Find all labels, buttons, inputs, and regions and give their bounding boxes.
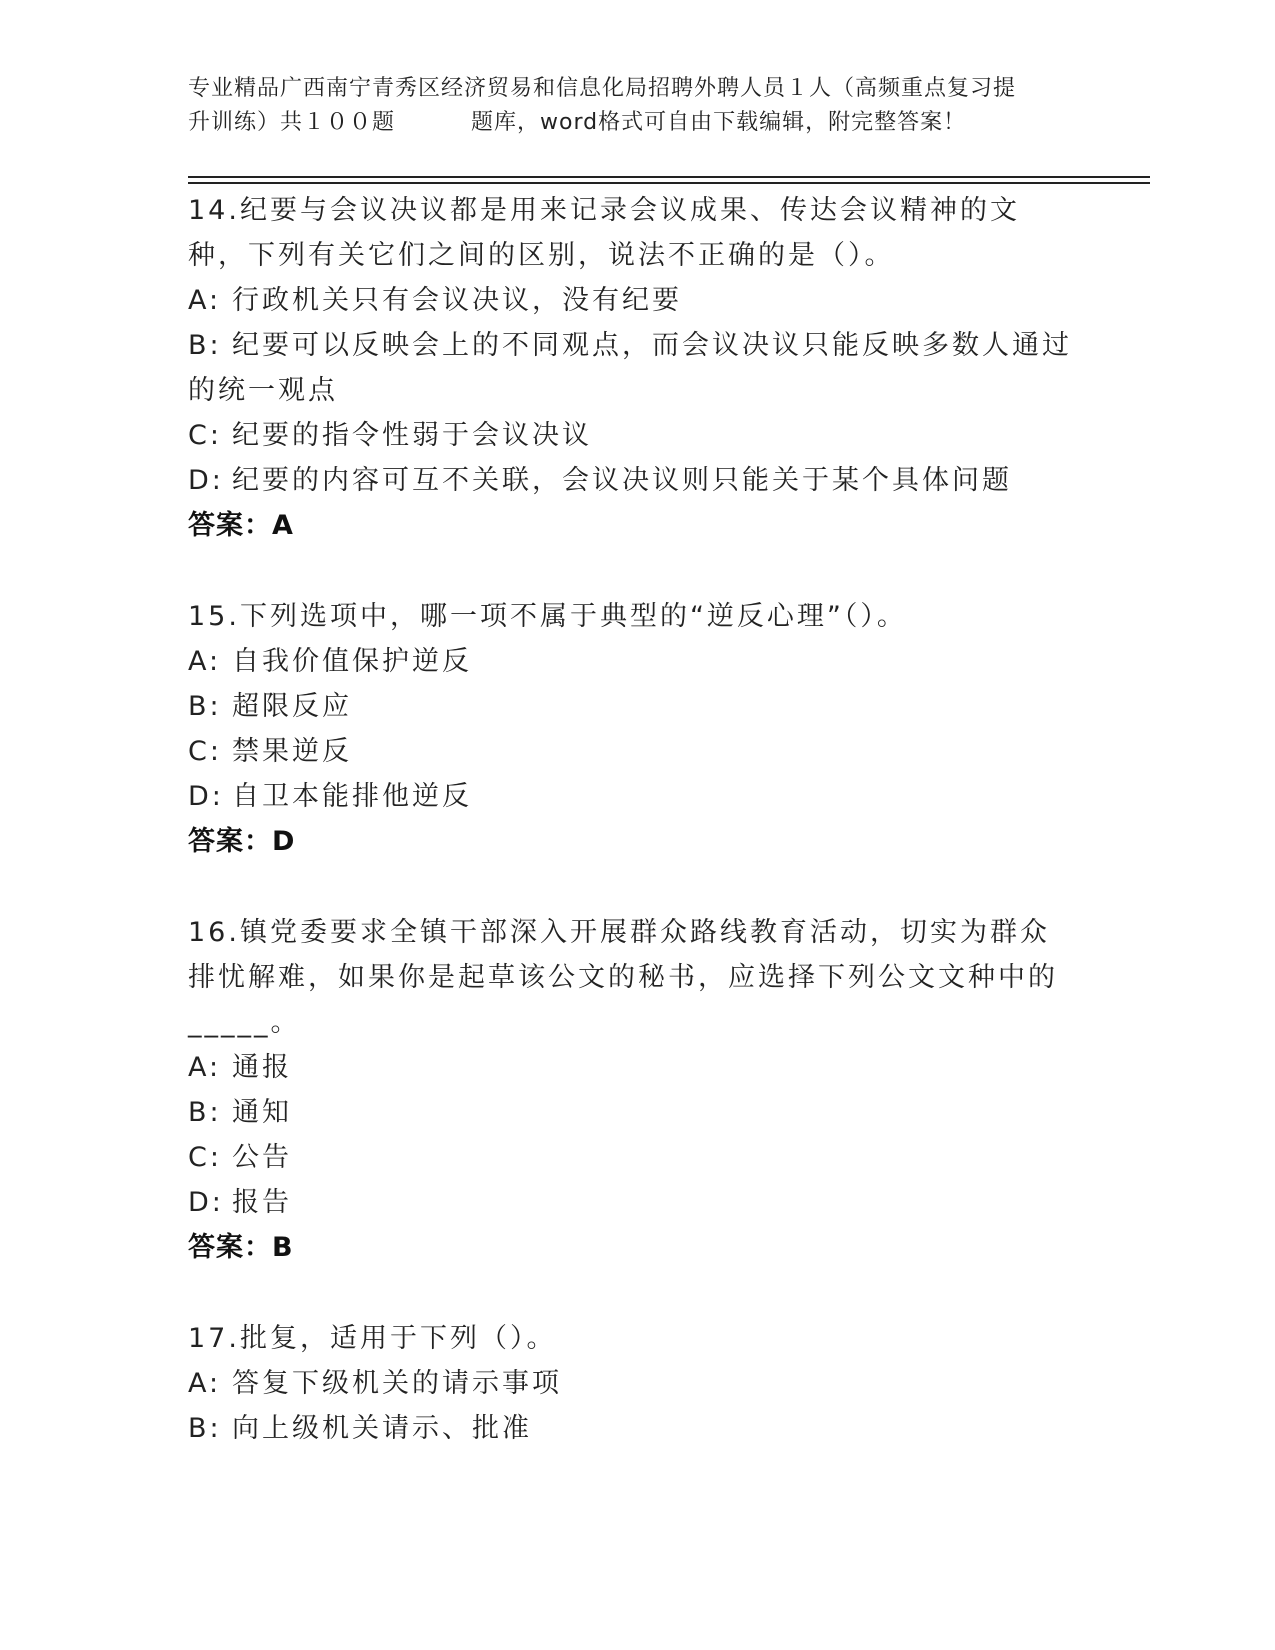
option-text: 禁果逆反 [232,736,352,767]
option-text: 通报 [232,1052,292,1083]
option-a [188,1045,1078,1090]
option-a [188,278,1078,323]
answer-line: 答案：D [188,826,296,857]
question-list [188,188,1078,1451]
option-b [188,684,1078,729]
option-d [188,774,1078,819]
question-stem: 15.下列选项中，哪一项不属于典型的“逆反心理”（）。 [188,601,907,632]
option-text: 答复下级机关的请示事项 [232,1368,562,1399]
header-title-line-1: 专业精品广西南宁青秀区经济贸易和信息化局招聘外聘人员１人（高频重点复习提 [188,76,1017,101]
question-16 [188,910,1078,1270]
option-label: D: [188,465,224,496]
option-label: D: [188,781,224,812]
header-title-line-2-left: 升训练）共１００题 [188,110,396,135]
option-text: 行政机关只有会议决议，没有纪要 [232,285,682,316]
option-text: 公告 [232,1142,292,1173]
header-divider-top [188,176,1150,178]
document-header [188,72,1088,140]
question-15 [188,594,1078,864]
option-text: 自卫本能排他逆反 [232,781,472,812]
header-title-line-2-right: 题库，word格式可自由下载编辑，附完整答案！ [471,110,967,135]
option-text: 超限反应 [232,691,352,722]
option-c [188,413,1078,458]
question-stem: 17.批复，适用于下列（）。 [188,1323,557,1354]
question-14 [188,188,1078,548]
answer-line: 答案：B [188,1232,294,1263]
option-label: A: [188,646,222,677]
option-text: 纪要的指令性弱于会议决议 [232,420,592,451]
option-text: 报告 [232,1187,292,1218]
option-label: C: [188,420,222,451]
answer-line: 答案：A [188,510,294,541]
option-label: A: [188,1052,222,1083]
option-text: 通知 [232,1097,292,1128]
option-b [188,1090,1078,1135]
question-stem: 14.纪要与会议决议都是用来记录会议成果、传达会议精神的文种，下列有关它们之间的区别，说法不正确的是（）。 [188,195,1020,271]
option-label: A: [188,1368,222,1399]
option-c [188,729,1078,774]
option-b [188,1406,1078,1451]
option-text: 纪要可以反映会上的不同观点，而会议决议只能反映多数人通过的统一观点 [188,330,1072,406]
question-17 [188,1316,1078,1451]
option-label: B: [188,330,222,361]
option-label: A: [188,285,222,316]
option-b [188,323,1078,413]
header-title-line-2 [188,106,1088,140]
option-a [188,1361,1078,1406]
option-label: C: [188,736,222,767]
header-divider-bottom [188,182,1150,184]
option-label: D: [188,1187,224,1218]
option-text: 自我价值保护逆反 [232,646,472,677]
option-a [188,639,1078,684]
option-label: B: [188,691,222,722]
option-text: 向上级机关请示、批准 [232,1413,532,1444]
option-text: 纪要的内容可互不关联，会议决议则只能关于某个具体问题 [232,465,1012,496]
option-d [188,458,1078,503]
question-stem: 16.镇党委要求全镇干部深入开展群众路线教育活动，切实为群众排忧解难，如果你是起草该公文的秘书，应选择下列公文文种中的_____。 [188,917,1058,1038]
option-c [188,1135,1078,1180]
option-label: B: [188,1097,222,1128]
option-label: B: [188,1413,222,1444]
option-label: C: [188,1142,222,1173]
option-d [188,1180,1078,1225]
